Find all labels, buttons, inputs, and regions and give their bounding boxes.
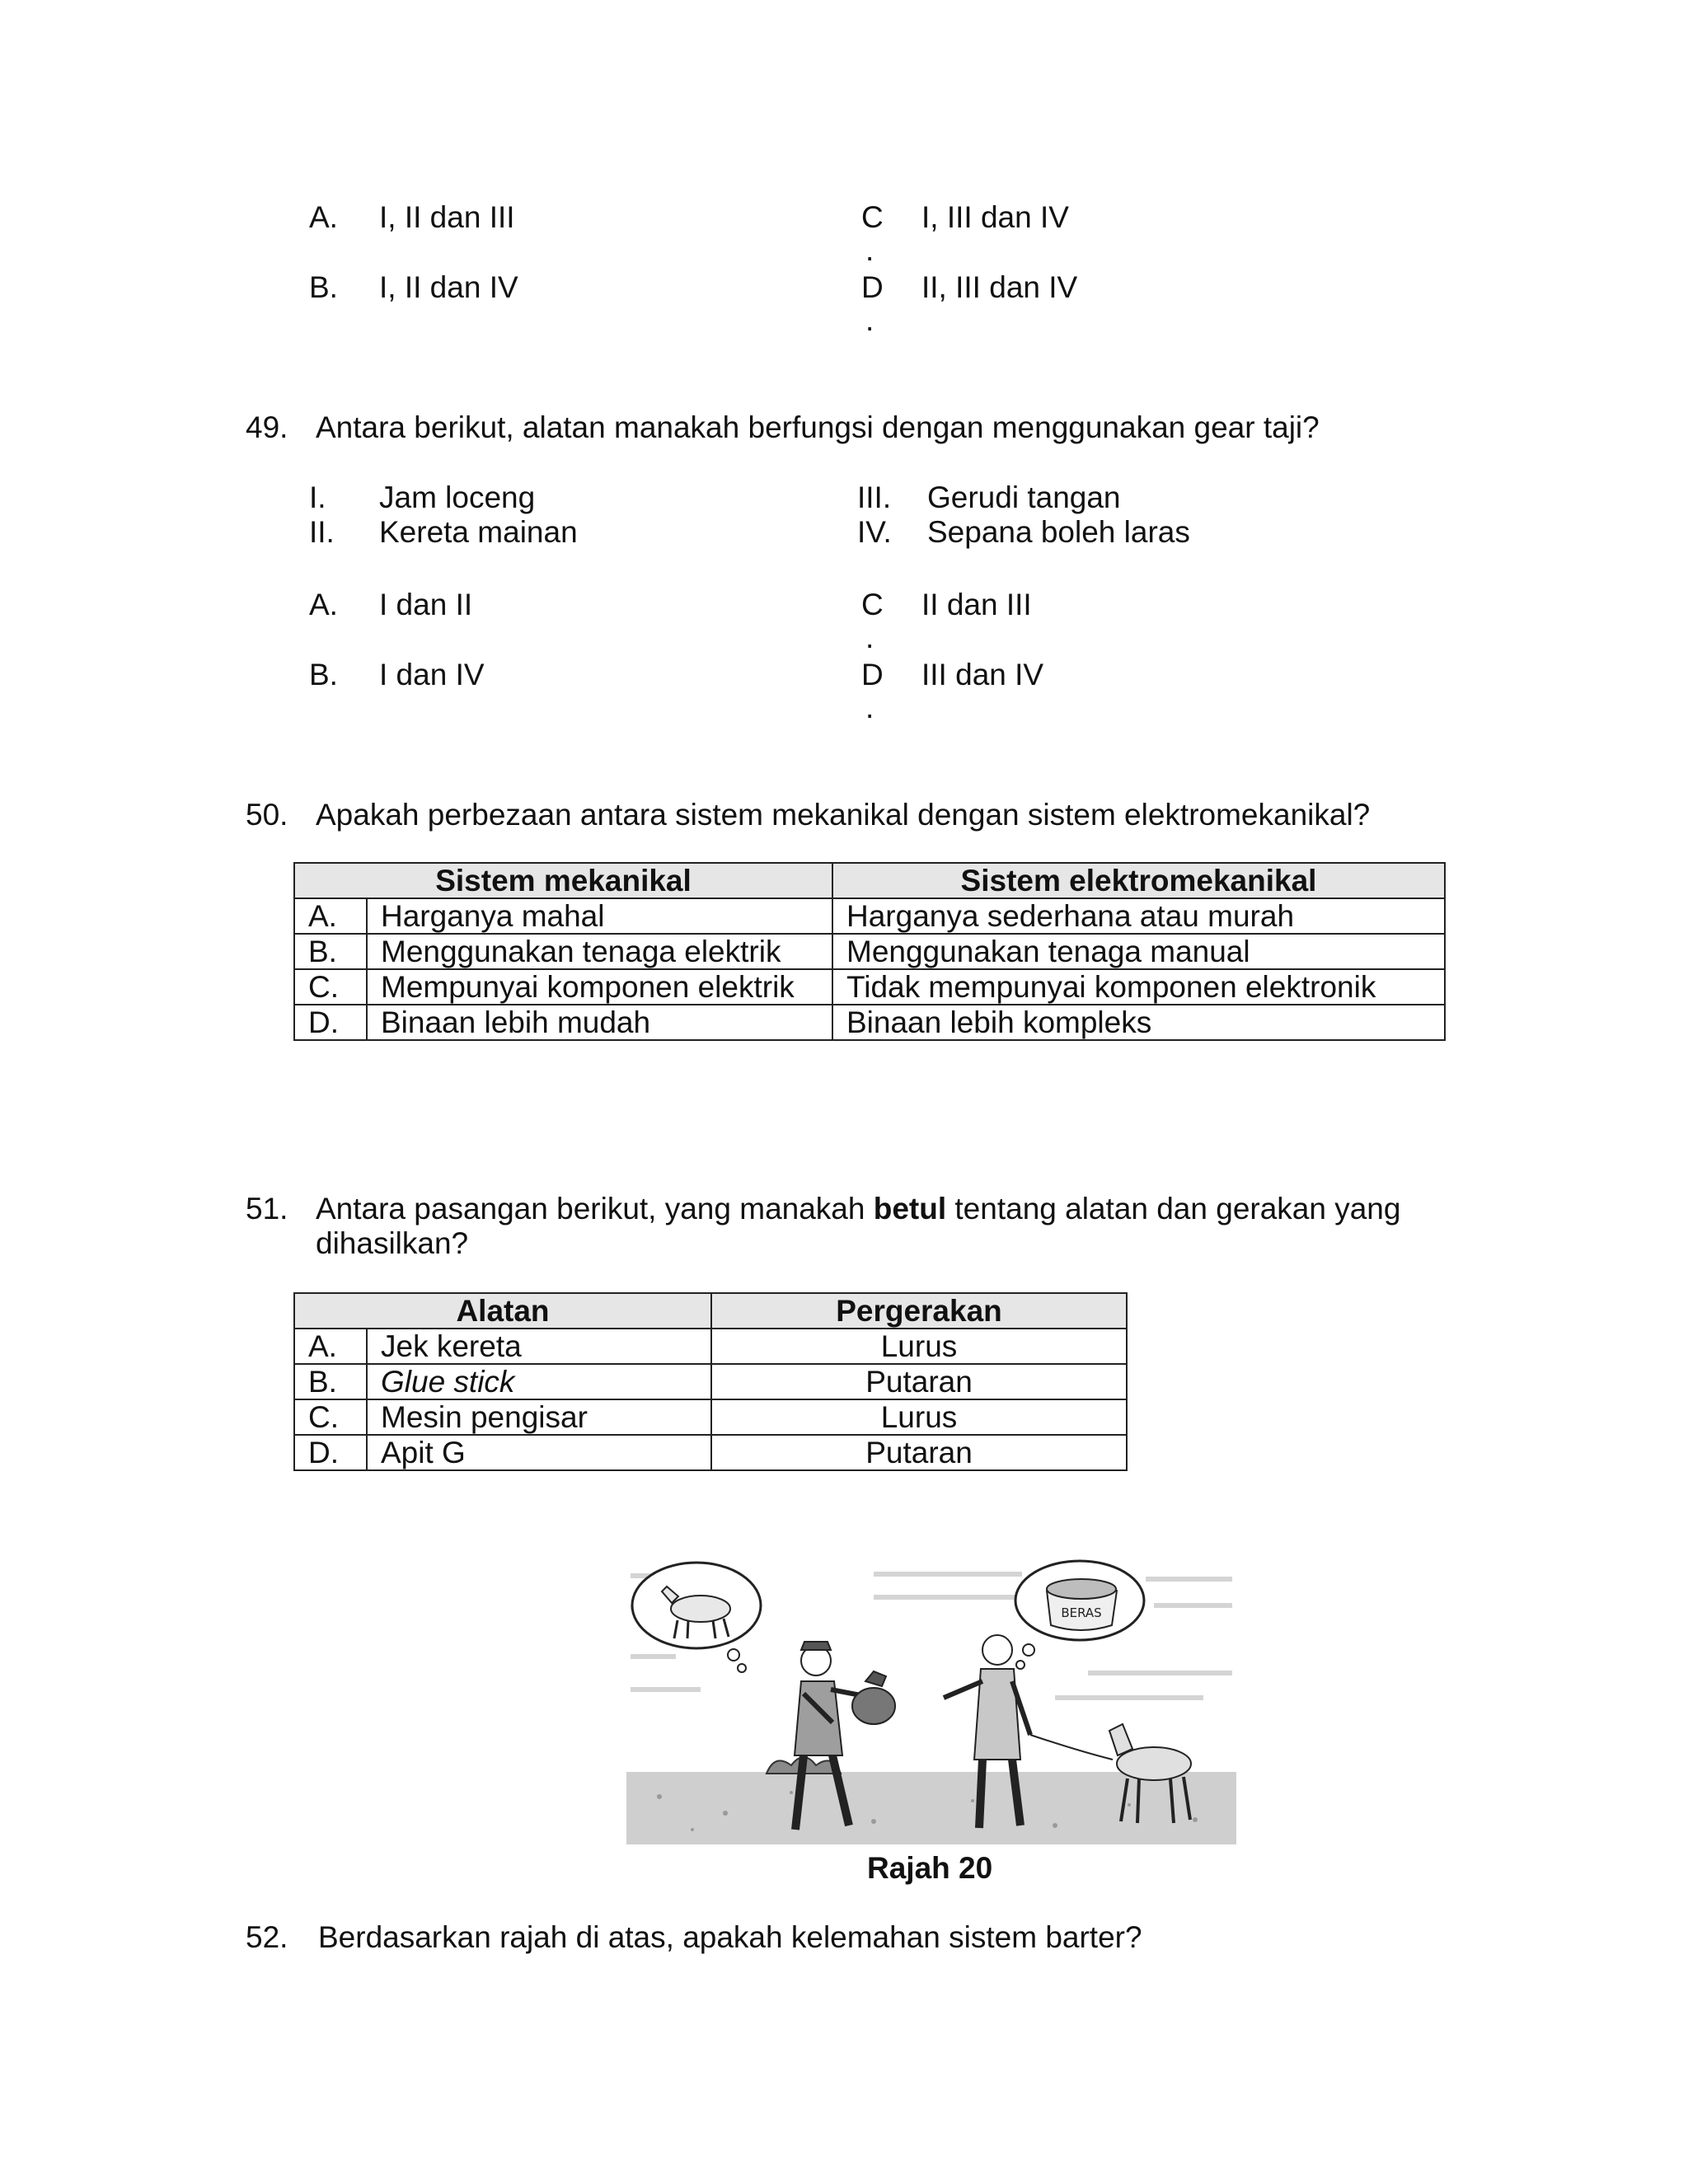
q51-row-b-tool: Glue stick: [367, 1364, 711, 1399]
q51-number: 51.: [246, 1192, 288, 1226]
leash: [1030, 1735, 1113, 1760]
table-row: [294, 1005, 1445, 1040]
table-row: [294, 1364, 1127, 1399]
q51-row-c-letter: C.: [294, 1399, 367, 1435]
q49-item-2-text: Kereta mainan: [379, 515, 578, 549]
q48-option-d-dot: .: [865, 303, 874, 337]
q50-row-b-letter: B.: [294, 934, 367, 969]
q48-option-b-text: I, II dan IV: [379, 270, 518, 304]
table-row: [294, 1329, 1127, 1364]
q49-item-2-num: II.: [309, 515, 335, 549]
table-row: [294, 969, 1445, 1005]
q52-text: Berdasarkan rajah di atas, apakah kelemahan sistem barter?: [318, 1920, 1142, 1954]
q50-row-a-electromechanical: Harganya sederhana atau murah: [832, 898, 1445, 934]
figure-caption: Rajah 20: [867, 1851, 993, 1885]
q51-text-before: Antara pasangan berikut, yang manakah: [316, 1192, 874, 1226]
q49-option-b-text: I dan IV: [379, 658, 485, 691]
q51-header-tool: Alatan: [294, 1293, 711, 1329]
q49-option-c-text: II dan III: [921, 588, 1032, 621]
chicken-icon: [852, 1671, 895, 1724]
q49-option-b-letter: B.: [309, 658, 338, 691]
q51-text-line-2: dihasilkan?: [316, 1226, 469, 1260]
q49-option-d-dot: .: [865, 691, 874, 724]
q51-row-c-tool: Mesin pengisar: [367, 1399, 711, 1435]
q49-item-3-text: Gerudi tangan: [927, 480, 1121, 514]
q49-option-a-letter: A.: [309, 588, 338, 621]
q49-option-d-text: III dan IV: [921, 658, 1044, 691]
q49-number: 49.: [246, 410, 288, 444]
barter-illustration: [626, 1558, 1236, 1846]
table-row: [294, 1399, 1127, 1435]
q51-row-d-letter: D.: [294, 1435, 367, 1470]
q50-row-a-letter: A.: [294, 898, 367, 934]
q50-row-b-electromechanical: Menggunakan tenaga manual: [832, 934, 1445, 969]
q48-option-a-letter: A.: [309, 200, 338, 234]
q51-row-a-motion: Lurus: [711, 1329, 1127, 1364]
q48-option-b-letter: B.: [309, 270, 338, 304]
table-row: [294, 898, 1445, 934]
q51-row-b-letter: B.: [294, 1364, 367, 1399]
q50-row-d-mechanical: Binaan lebih mudah: [367, 1005, 832, 1040]
q51-row-d-motion: Putaran: [711, 1435, 1127, 1470]
q49-item-1-num: I.: [309, 480, 326, 514]
q50-table: [293, 862, 1446, 1041]
ground: [626, 1772, 1236, 1844]
q51-text-after: tentang alatan dan gerakan yang: [946, 1192, 1401, 1226]
q51-row-c-motion: Lurus: [711, 1399, 1127, 1435]
q51-row-a-tool: Jek kereta: [367, 1329, 711, 1364]
q48-option-d-text: II, III dan IV: [921, 270, 1078, 304]
q52-number: 52.: [246, 1920, 288, 1954]
q50-header-electromechanical: Sistem elektromekanikal: [832, 863, 1445, 898]
q50-row-c-electromechanical: Tidak mempunyai komponen elektronik: [832, 969, 1445, 1005]
q50-text: Apakah perbezaan antara sistem mekanikal dengan sistem elektromekanikal?: [316, 798, 1371, 832]
q50-row-a-mechanical: Harganya mahal: [367, 898, 832, 934]
thought-bubble-rice: [1015, 1561, 1144, 1669]
q49-option-a-text: I dan II: [379, 588, 473, 621]
table-row: [294, 934, 1445, 969]
q51-text-bold: betul: [873, 1192, 947, 1226]
barter-illustration-svg: [626, 1558, 1236, 1846]
q50-row-b-mechanical: Menggunakan tenaga elektrik: [367, 934, 832, 969]
q51-text-line-1: [316, 1193, 1400, 1224]
q49-item-3-num: III.: [857, 480, 892, 514]
q48-option-d-letter: D: [861, 270, 884, 304]
q50-row-d-electromechanical: Binaan lebih kompleks: [832, 1005, 1445, 1040]
q51-table-header: [294, 1293, 1127, 1329]
q51-row-a-letter: A.: [294, 1329, 367, 1364]
q51-row-d-tool: Apit G: [367, 1435, 711, 1470]
rice-bag-label: BERAS: [1061, 1605, 1102, 1620]
q50-table-header: [294, 863, 1445, 898]
q48-option-c-dot: .: [865, 233, 874, 267]
q49-option-c-letter: C: [861, 588, 884, 621]
q50-header-mechanical: Sistem mekanikal: [294, 863, 832, 898]
q49-item-4-num: IV.: [857, 515, 892, 549]
q50-row-c-letter: C.: [294, 969, 367, 1005]
table-row: [294, 1435, 1127, 1470]
q51-header-motion: Pergerakan: [711, 1293, 1127, 1329]
q49-item-4-text: Sepana boleh laras: [927, 515, 1190, 549]
q49-option-c-dot: .: [865, 621, 874, 654]
q48-option-a-text: I, II dan III: [379, 200, 515, 234]
q50-row-c-mechanical: Mempunyai komponen elektrik: [367, 969, 832, 1005]
q50-row-d-letter: D.: [294, 1005, 367, 1040]
rice-bag-icon: [1047, 1579, 1117, 1630]
q51-row-b-motion: Putaran: [711, 1364, 1127, 1399]
q48-option-c-letter: C: [861, 200, 884, 234]
q51-table: [293, 1292, 1128, 1471]
q49-text: Antara berikut, alatan manakah berfungsi dengan menggunakan gear taji?: [316, 410, 1320, 444]
q49-item-1-text: Jam loceng: [379, 480, 536, 514]
q48-option-c-text: I, III dan IV: [921, 200, 1069, 234]
q49-option-d-letter: D: [861, 658, 884, 691]
q50-number: 50.: [246, 798, 288, 832]
